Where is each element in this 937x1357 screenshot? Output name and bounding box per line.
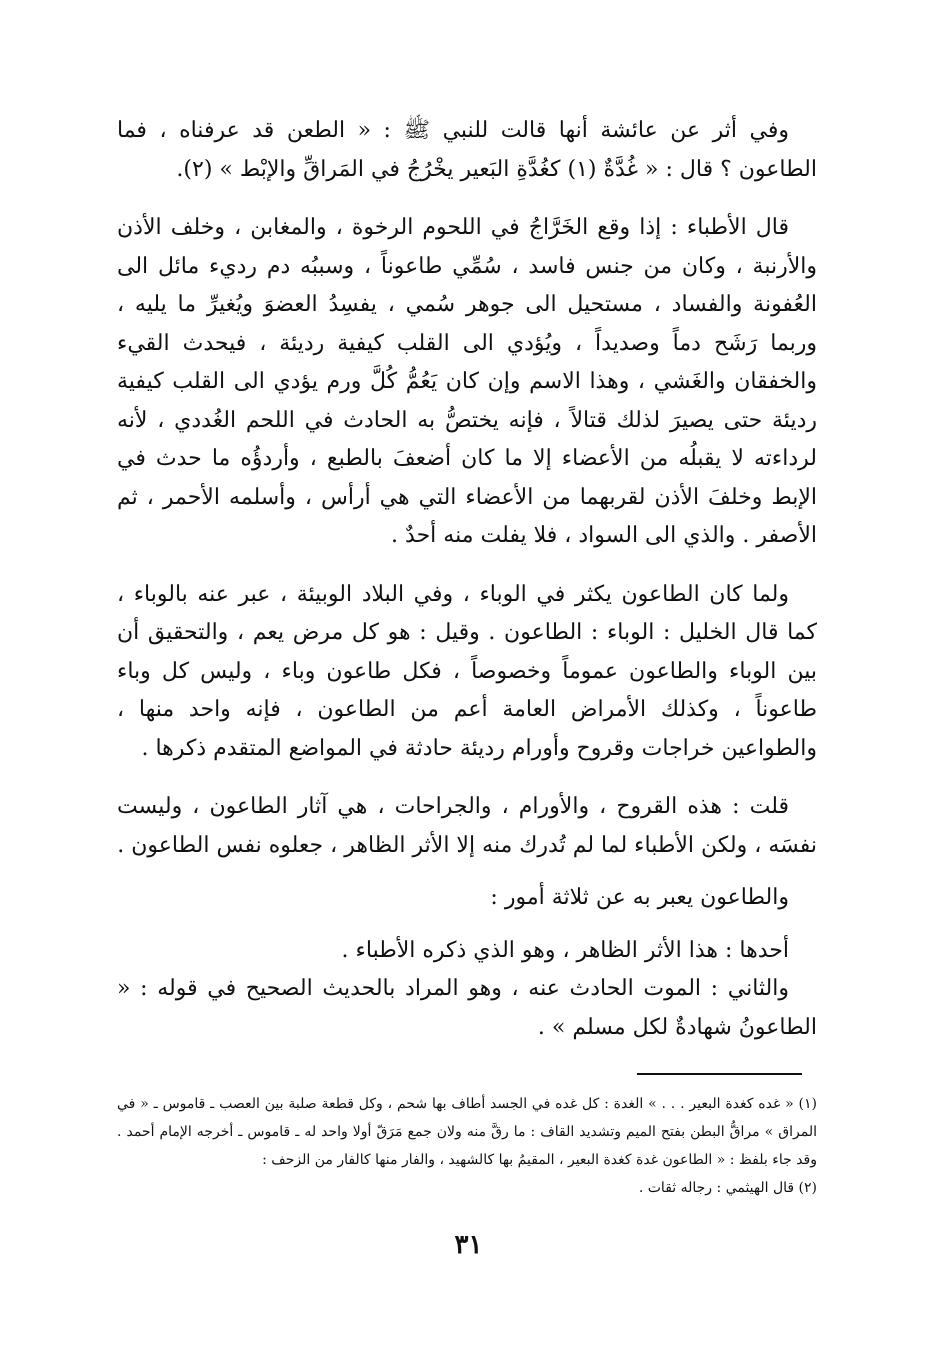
main-text bbox=[117, 112, 817, 1047]
list-item-second-meaning: والثاني : الموت الحادث عنه ، وهو المراد بالحديث الصحيح في قوله : « الطاعونُ شهادةٌ لكل مسلم » . bbox=[117, 976, 817, 1040]
paragraph-physicians: قال الأطباء : إذا وقع الخَرَّاجُ في اللحوم الرخوة ، والمغابن ، وخلف الأذن والأرنبة ، وكان من جنس فاسد ، سُمِّي طاعوناً ، وسببُه دم رديء مائل الى العُفونة والفساد ، مستحيل الى جوهر سُمي ، يفسِدُ العضوَ ويُغيرِّ ما يليه ، وربما رَشَح دماً وصديداً ، ويُؤدي الى القلب كيفية رديئة ، فيحدث القيء والخفقان والغَشي ، وهذا الاسم وإن كان يَعُمُّ كُلَّ ورم يؤدي الى القلب كيفية رديئة حتى يصيرَ لذلك قتالاً ، فإنه يختصُّ به الحادث في اللحم الغُددي ، لأنه لرداءته لا يقبلُه من الأعضاء إلا ما كان أضعفَ بالطبع ، وأردؤُه ما حدث في الإبط وخلفَ الأذن لقربهما من الأعضاء التي هي أرأس ، وأسلمه الأحمر ، ثم الأصفر . والذي الى السواد ، فلا يفلت منه أحدٌ . bbox=[117, 215, 817, 548]
paragraph-plague-epidemic: ولما كان الطاعون يكثر في الوباء ، وفي البلاد الوبيئة ، عبر عنه بالوباء ، كما قال الخليل : الوباء : الطاعون . وقيل : هو كل مرض يعم ، والتحقيق أن بين الوباء والطاعون عموماً وخصوصاً ، فكل طاعون وباء ، وليس كل وباء طاعوناً ، وكذلك الأمراض العامة أعم من الطاعون ، فإنه واحد منها ، والطواعين خراجات وقروح وأورام رديئة حادثة في المواضع المتقدم ذكرها . bbox=[117, 581, 817, 761]
page-number: ٣١ bbox=[454, 1230, 483, 1260]
paragraph-aisha-hadith: وفي أثر عن عائشة أنها قالت للنبي ﷺ : « الطعن قد عرفناه ، فما الطاعون ؟ قال : « غُدَّةٌ (١) كغُدَّةِ البَعير يخْرُجُ في المَراقِّ والإبْط » (٢). bbox=[117, 118, 817, 182]
footnote-2: (٢) قال الهيثمي : رجاله ثقات . bbox=[638, 1180, 817, 1196]
paragraph-author-comment: قلت : هذه القروح ، والأورام ، والجراحات ، هي آثار الطاعون ، وليست نفسَه ، ولكن الأطباء لما لم تُدرك منه إلا الأثر الظاهر ، جعلوه نفس الطاعون . bbox=[117, 794, 817, 858]
footnote-1: (١) « غده كغدة البعير . . . » الغدة : كل غده في الجسد أطاف بها شحم ، وكل قطعة صلبة بين العصب ـ قاموس ـ « في المراق » مراقُّ البطن بفتح الميم وتشديد القاف : ما رقَّ منه ولان جمع مَرَقّ أولا واحد له ـ قاموس ـ أخرجه الإمام أحمد . وقد جاء بلفظ : « الطاعون غدة كغدة البعير ، المقيمُ بها كالشهيد ، والفار منها كالفار من الزحف : bbox=[117, 1096, 817, 1168]
footnote-divider bbox=[637, 1073, 802, 1075]
list-item-first-meaning: أحدها : هذا الأثر الظاهر ، وهو الذي ذكره الأطباء . bbox=[341, 937, 789, 963]
footnotes bbox=[117, 1090, 817, 1202]
paragraph-three-meanings: والطاعون يعبر به عن ثلاثة أمور : bbox=[490, 885, 789, 910]
